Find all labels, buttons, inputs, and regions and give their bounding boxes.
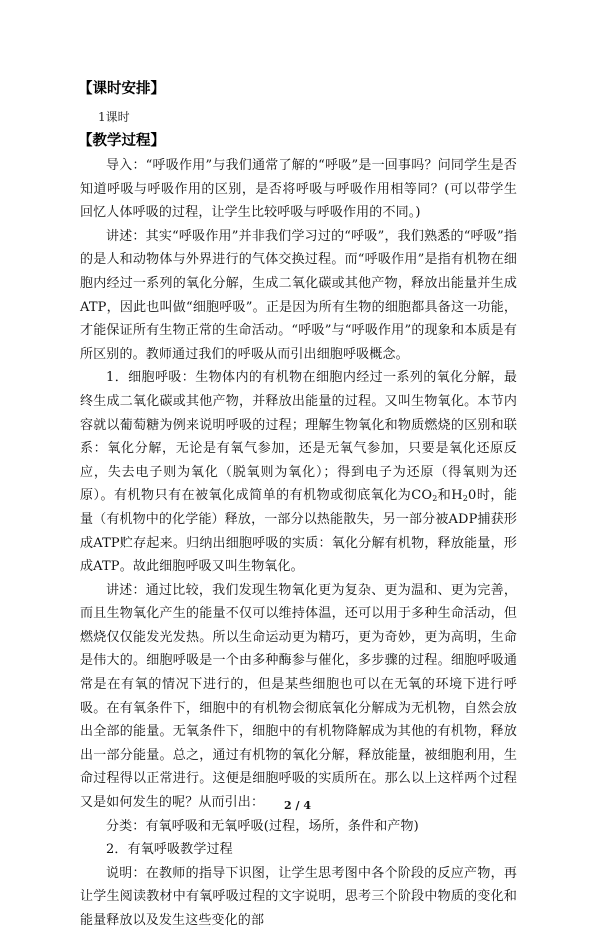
paragraph-cell-respiration — [80, 366, 517, 578]
paragraph-aerobic-heading: 2．有氧呼吸教学过程 — [106, 842, 233, 858]
paragraph-introduction: 导入：“呼吸作用”与我们通常了解的“呼吸”是一回事吗？问同学生是否知道呼吸与呼吸作用的区别，是否将呼吸与呼吸作用相等同？(可以带学生回忆人体呼吸的过程，让学生比较呼吸与呼吸作用的不同。) — [80, 158, 517, 221]
heading-class-schedule: 【课时安排】 — [78, 81, 165, 97]
co2-subscript: 2 — [432, 494, 438, 504]
heading-teaching-process: 【教学过程】 — [78, 133, 165, 149]
cell-respiration-text-c: 0时，能量（有机物中的化学能）释放，一部分以热能散失，另一部分被ADP捕获形成ATP贮存起来。归纳出细胞呼吸的实质：氧化分解有机物，释放能量，形成ATP。故此细胞呼吸又叫生物氧化。 — [80, 488, 518, 575]
paragraph-explanation-2: 讲述：通过比较，我们发现生物氧化更为复杂、更为温和、更为完善，而且生物氧化产生的能量不仅可以维持体温，还可以用于多种生命活动，但燃烧仅仅能发光发热。所以生命运动更为精巧，更为奇妙，更为高明，生命是伟大的。细胞呼吸是一个由多种酶参与催化，多步骤的过程。细胞呼吸通常是在有氧的情况下进行的，但是某些细胞也可以在无氧的环境下进行呼吸。在有氧条件下，细胞中的有机物会彻底氧化分解成为无机物，自然会放出全部的能量。无氧条件下，细胞中的有机物降解成为其他的有机物，释放出一部分能量。总之，通过有机物的氧化分解，释放能量，被细胞利用，生命过程得以正常进行。这便是细胞呼吸的实质所在。那么以上这样两个过程又是如何发生的呢？从而引出： — [80, 582, 517, 811]
page-number: 2 / 4 — [284, 799, 311, 812]
paragraph-explanation-1: 讲述：其实“呼吸作用”并非我们学习过的“呼吸”，我们熟悉的“呼吸”指的是人和动物体与外界进行的气体交换过程。而“呼吸作用”是指有机物在细胞内经过一系列的氧化分解，生成二氧化碳或其他产物，释放出能量并生成ATP，因此也叫做“细胞呼吸”。正是因为所有生物的细胞都具备这一功能，才能保证所有生物正常的生命活动。“呼吸”与“呼吸作用”的现象和本质是有所区别的。教师通过我们的呼吸从而引出细胞呼吸概念。 — [80, 228, 517, 362]
h2o-subscript: 2 — [462, 494, 469, 504]
paragraph-illustration-note: 说明：在教师的指导下识图，让学生思考图中各个阶段的反应产物，再让学生阅读教材中有氧呼吸过程的文字说明，思考三个阶段中物质的变化和能量释放以及发生这些变化的部 — [80, 865, 517, 928]
body-text — [80, 154, 517, 933]
cell-respiration-text-b: 和H — [437, 488, 463, 504]
cell-respiration-text-a: 1．细胞呼吸：生物体内的有机物在细胞内经过一系列的氧化分解，最终生成二氧化碳或其他产物，并释放出能量的过程。又叫生物氧化。本节内容就以葡萄糖为例来说明呼吸的过程；理解生物氧化和物质燃烧的区别和联系：氧化分解，无论是有氧气参加，还是无氧气参加，只要是氧化还原反应，失去电子则为氧化（脱氧则为氧化）；得到电子为还原（得氧则为还原）。有机物只有在被氧化成简单的有机物或彻底氧化为CO — [80, 370, 517, 504]
class-hours-text: 1课时 — [98, 110, 130, 124]
paragraph-classification: 分类：有氧呼吸和无氧呼吸(过程，场所，条件和产物) — [106, 818, 419, 834]
